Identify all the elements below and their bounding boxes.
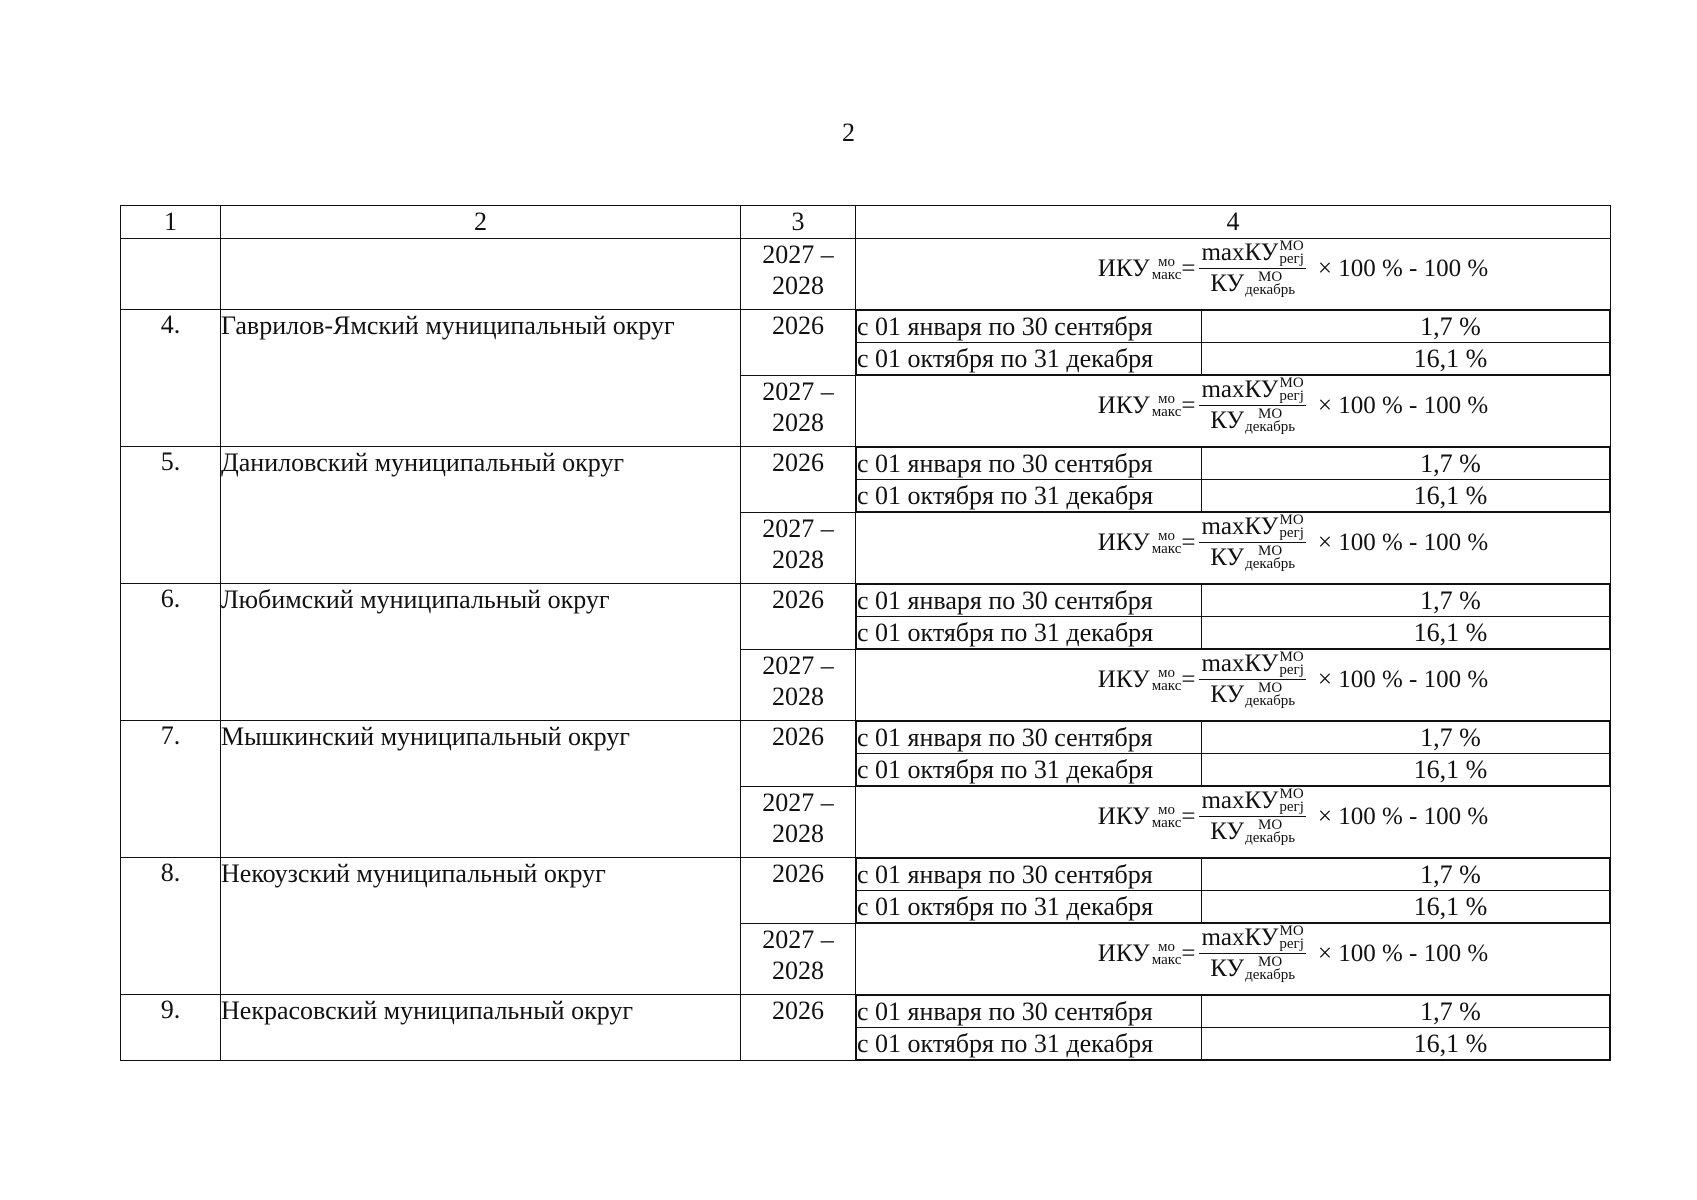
- year: 2026: [772, 585, 824, 614]
- continuation-year-cell: [741, 239, 856, 310]
- header-col-1: 1: [121, 206, 221, 239]
- max-index-formula: [978, 239, 1488, 298]
- period-label: с 01 января по 30 сентября: [857, 448, 1202, 480]
- formula-denominator-sup: МО: [1258, 954, 1283, 970]
- period-value: 16,1 %: [1202, 754, 1610, 786]
- max-index-formula: [978, 924, 1488, 983]
- formula-lhs-sub: макс: [1151, 814, 1182, 831]
- formula-cell: [856, 650, 1611, 721]
- formula-numerator: maxКУ: [1201, 376, 1279, 403]
- formula-lhs-sup: мо: [1158, 390, 1176, 407]
- row-number: 8.: [121, 858, 221, 995]
- period-row: [857, 617, 1610, 649]
- formula-numerator-sub: регj: [1279, 251, 1304, 267]
- period-row: [857, 754, 1610, 786]
- periods-subtable: [856, 310, 1610, 375]
- periods-subtable: [856, 858, 1610, 923]
- formula-numerator: maxКУ: [1201, 924, 1279, 951]
- formula-equals: =: [1181, 802, 1196, 830]
- year-range-cell: [741, 376, 856, 447]
- period-label: с 01 октября по 31 декабря: [857, 617, 1202, 649]
- district-row: [121, 858, 1611, 924]
- period-value: 1,7 %: [1202, 859, 1610, 891]
- period-label: с 01 января по 30 сентября: [857, 996, 1202, 1028]
- formula-lhs-sup: мо: [1158, 527, 1176, 544]
- period-label: с 01 октября по 31 декабря: [857, 480, 1202, 512]
- year-cell: [741, 447, 856, 513]
- formula-numerator-sub: регj: [1279, 388, 1304, 404]
- period-row: [857, 311, 1610, 343]
- periods-cell: [856, 310, 1611, 376]
- period-row: [857, 722, 1610, 754]
- formula-numerator-sub: регj: [1279, 936, 1304, 952]
- formula-tail: × 100 % - 100 %: [1317, 802, 1489, 830]
- formula-cell: [856, 787, 1611, 858]
- year-range-start: 2027 –: [762, 925, 834, 954]
- periods-cell: [856, 447, 1611, 513]
- year-range-end: 2028: [772, 545, 824, 574]
- district-name: Гаврилов-Ямский муниципальный округ: [221, 310, 741, 447]
- formula-numerator: maxКУ: [1201, 650, 1279, 677]
- periods-subtable: [856, 584, 1610, 649]
- year: 2026: [772, 859, 824, 888]
- formula-denominator: КУ: [1210, 407, 1245, 434]
- formula-equals: =: [1181, 939, 1196, 967]
- formula-equals: =: [1181, 528, 1196, 556]
- period-row: [857, 859, 1610, 891]
- district-name: Даниловский муниципальный округ: [221, 447, 741, 584]
- district-row: [121, 721, 1611, 787]
- formula-cell: [856, 924, 1611, 995]
- formula-denominator-sub: декабрь: [1245, 419, 1296, 435]
- tariff-index-table: [120, 205, 1611, 1061]
- formula-cell: [856, 513, 1611, 584]
- continuation-name-cell: [221, 239, 741, 310]
- period-value: 16,1 %: [1202, 617, 1610, 649]
- formula-lhs-sup: мо: [1158, 801, 1176, 818]
- year-range-end: 2028: [772, 682, 824, 711]
- formula-denominator-sub: декабрь: [1245, 830, 1296, 846]
- periods-subtable: [856, 995, 1610, 1060]
- formula-denominator-sup: МО: [1258, 406, 1283, 422]
- periods-cell: [856, 995, 1611, 1061]
- formula-lhs: ИКУ: [1097, 939, 1150, 967]
- period-label: с 01 января по 30 сентября: [857, 311, 1202, 343]
- period-row: [857, 585, 1610, 617]
- formula-equals: =: [1181, 254, 1196, 282]
- year: 2026: [772, 996, 824, 1025]
- formula-numerator-sub: регj: [1279, 799, 1304, 815]
- formula-fraction: [1199, 650, 1305, 709]
- formula-numerator-sup: МО: [1279, 238, 1304, 254]
- formula-numerator-sub: регj: [1279, 662, 1304, 678]
- formula-denominator: КУ: [1210, 270, 1245, 297]
- periods-cell: [856, 584, 1611, 650]
- formula-numerator: maxКУ: [1201, 239, 1279, 266]
- period-row: [857, 891, 1610, 923]
- district-row: [121, 584, 1611, 650]
- year: 2026: [772, 311, 824, 340]
- year: 2026: [772, 722, 824, 751]
- period-value: 1,7 %: [1202, 722, 1610, 754]
- formula-lhs: ИКУ: [1097, 391, 1150, 419]
- period-row: [857, 448, 1610, 480]
- period-label: с 01 октября по 31 декабря: [857, 891, 1202, 923]
- formula-equals: =: [1181, 391, 1196, 419]
- year-range-end: 2028: [772, 956, 824, 985]
- formula-lhs-sub: макс: [1151, 951, 1182, 968]
- district-row: [121, 995, 1611, 1061]
- row-number: 5.: [121, 447, 221, 584]
- year-cell: [741, 721, 856, 787]
- formula-denominator: КУ: [1210, 681, 1245, 708]
- formula-numerator-sup: МО: [1279, 923, 1304, 939]
- year-range-end: 2028: [772, 408, 824, 437]
- periods-cell: [856, 858, 1611, 924]
- formula-tail: × 100 % - 100 %: [1317, 391, 1489, 419]
- year-range-start: 2027 –: [762, 377, 834, 406]
- continuation-num-cell: [121, 239, 221, 310]
- year-cell: [741, 995, 856, 1061]
- year-range-start: 2027 –: [762, 240, 834, 269]
- year-range-end: 2028: [772, 819, 824, 848]
- district-row: [121, 310, 1611, 376]
- period-value: 1,7 %: [1202, 311, 1610, 343]
- formula-cell: [856, 376, 1611, 447]
- periods-subtable: [856, 447, 1610, 512]
- period-row: [857, 480, 1610, 512]
- period-value: 16,1 %: [1202, 891, 1610, 923]
- formula-denominator: КУ: [1210, 544, 1245, 571]
- max-index-formula: [978, 376, 1488, 435]
- period-value: 16,1 %: [1202, 480, 1610, 512]
- formula-cell: [856, 239, 1611, 310]
- year-cell: [741, 858, 856, 924]
- district-row: [121, 447, 1611, 513]
- formula-denominator-sup: МО: [1258, 269, 1283, 285]
- formula-denominator: КУ: [1210, 955, 1245, 982]
- year-cell: [741, 310, 856, 376]
- formula-denominator-sub: декабрь: [1245, 693, 1296, 709]
- max-index-formula: [978, 513, 1488, 572]
- formula-lhs-sup: мо: [1158, 938, 1176, 955]
- period-value: 1,7 %: [1202, 585, 1610, 617]
- formula-numerator-sup: МО: [1279, 512, 1304, 528]
- table-header-row: [121, 206, 1611, 239]
- row-number: 9.: [121, 995, 221, 1061]
- formula-fraction: [1199, 924, 1305, 983]
- formula-lhs-sub: макс: [1151, 403, 1182, 420]
- formula-numerator-sup: МО: [1279, 649, 1304, 665]
- formula-lhs-sup: мо: [1158, 664, 1176, 681]
- year-range-cell: [741, 787, 856, 858]
- district-name: Любимский муниципальный округ: [221, 584, 741, 721]
- formula-numerator: maxКУ: [1201, 513, 1279, 540]
- year-range-cell: [741, 650, 856, 721]
- formula-lhs-sub: макс: [1151, 677, 1182, 694]
- formula-numerator-sup: МО: [1279, 786, 1304, 802]
- formula-lhs-sub: макс: [1151, 266, 1182, 283]
- period-value: 1,7 %: [1202, 448, 1610, 480]
- row-number: 4.: [121, 310, 221, 447]
- formula-numerator-sup: МО: [1279, 375, 1304, 391]
- periods-subtable: [856, 721, 1610, 786]
- header-col-4: 4: [856, 206, 1611, 239]
- period-label: с 01 января по 30 сентября: [857, 585, 1202, 617]
- formula-lhs-sup: мо: [1158, 253, 1176, 270]
- formula-fraction: [1199, 513, 1305, 572]
- formula-denominator-sup: МО: [1258, 543, 1283, 559]
- formula-tail: × 100 % - 100 %: [1317, 665, 1489, 693]
- district-name: Некоузский муниципальный округ: [221, 858, 741, 995]
- formula-denominator: КУ: [1210, 818, 1245, 845]
- formula-lhs-sub: макс: [1151, 540, 1182, 557]
- header-col-3: 3: [741, 206, 856, 239]
- formula-fraction: [1199, 239, 1305, 298]
- formula-numerator: maxКУ: [1201, 787, 1279, 814]
- max-index-formula: [978, 650, 1488, 709]
- periods-cell: [856, 721, 1611, 787]
- period-label: с 01 января по 30 сентября: [857, 722, 1202, 754]
- period-row: [857, 343, 1610, 375]
- period-label: с 01 января по 30 сентября: [857, 859, 1202, 891]
- formula-denominator-sub: декабрь: [1245, 556, 1296, 572]
- formula-fraction: [1199, 376, 1305, 435]
- year: 2026: [772, 448, 824, 477]
- formula-denominator-sub: декабрь: [1245, 282, 1296, 298]
- period-value: 16,1 %: [1202, 343, 1610, 375]
- continuation-row: [121, 239, 1611, 310]
- period-label: с 01 октября по 31 декабря: [857, 1028, 1202, 1060]
- period-row: [857, 996, 1610, 1028]
- formula-lhs: ИКУ: [1097, 802, 1150, 830]
- formula-lhs: ИКУ: [1097, 665, 1150, 693]
- formula-lhs: ИКУ: [1097, 254, 1150, 282]
- formula-fraction: [1199, 787, 1305, 846]
- row-number: 7.: [121, 721, 221, 858]
- header-col-2: 2: [221, 206, 741, 239]
- period-value: 16,1 %: [1202, 1028, 1610, 1060]
- district-name: Мышкинский муниципальный округ: [221, 721, 741, 858]
- formula-tail: × 100 % - 100 %: [1317, 528, 1489, 556]
- row-number: 6.: [121, 584, 221, 721]
- year-range-start: 2027 –: [762, 788, 834, 817]
- year-cell: [741, 584, 856, 650]
- year-range-start: 2027 –: [762, 514, 834, 543]
- formula-denominator-sup: МО: [1258, 817, 1283, 833]
- formula-tail: × 100 % - 100 %: [1317, 254, 1489, 282]
- formula-equals: =: [1181, 665, 1196, 693]
- max-index-formula: [978, 787, 1488, 846]
- year-range-start: 2027 –: [762, 651, 834, 680]
- formula-lhs: ИКУ: [1097, 528, 1150, 556]
- district-name: Некрасовский муниципальный округ: [221, 995, 741, 1061]
- year-range-end: 2028: [772, 271, 824, 300]
- formula-denominator-sup: МО: [1258, 680, 1283, 696]
- period-value: 1,7 %: [1202, 996, 1610, 1028]
- year-range-cell: [741, 513, 856, 584]
- year-range-cell: [741, 924, 856, 995]
- formula-tail: × 100 % - 100 %: [1317, 939, 1489, 967]
- page-number: 2: [842, 118, 855, 147]
- formula-denominator-sub: декабрь: [1245, 967, 1296, 983]
- period-label: с 01 октября по 31 декабря: [857, 343, 1202, 375]
- period-label: с 01 октября по 31 декабря: [857, 754, 1202, 786]
- period-row: [857, 1028, 1610, 1060]
- formula-numerator-sub: регj: [1279, 525, 1304, 541]
